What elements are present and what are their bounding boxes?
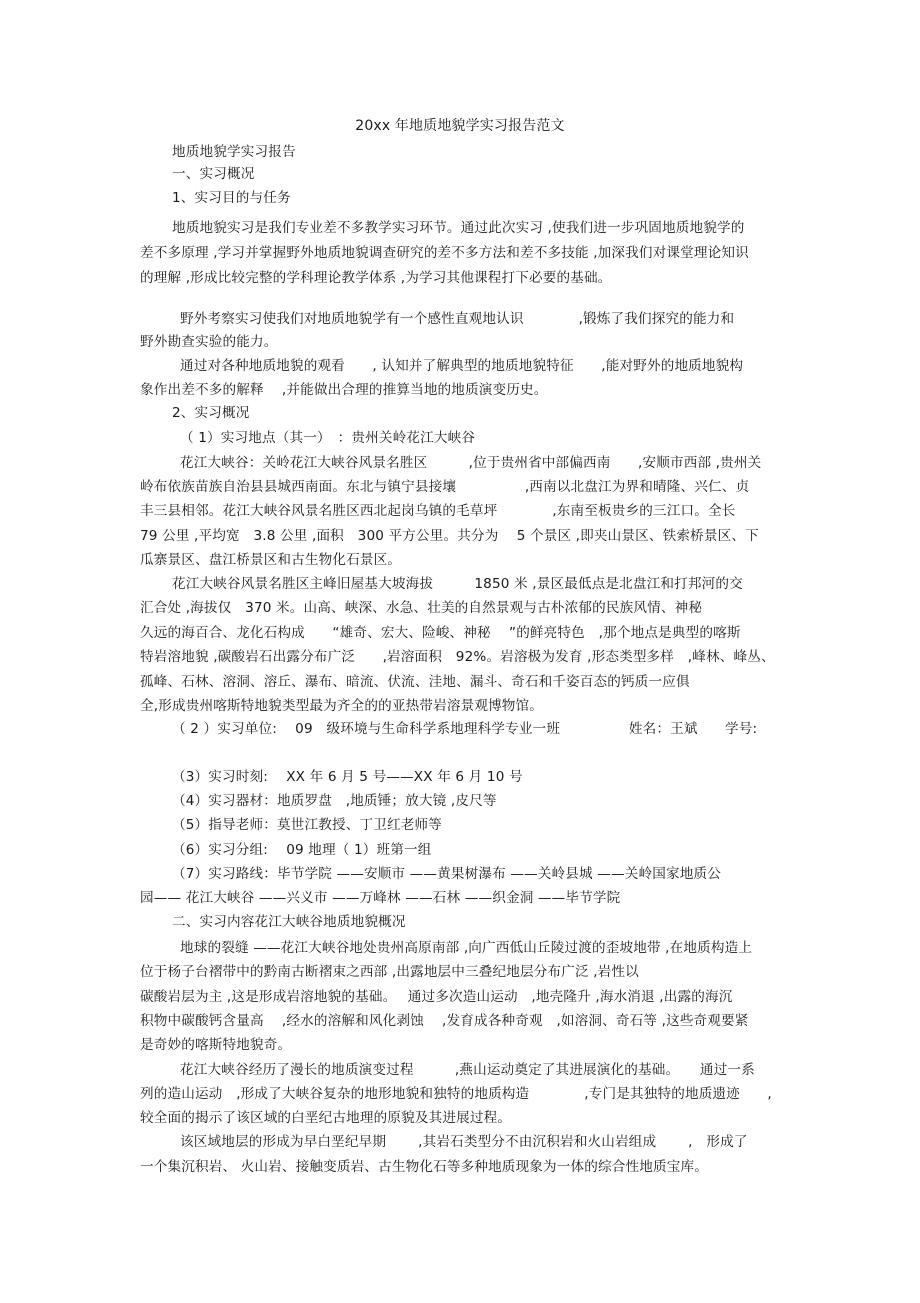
text-line: 位于杨子台褶带中的黔南古断褶束之西部 ,出露地层中三叠纪地层分布广泛 ,岩性以 xyxy=(140,964,639,980)
text-line: 瓜寨景区、盘江桥景区和古生物化石景区。 xyxy=(140,552,402,568)
text-line: 园—— 花江大峡谷 ——兴义市 ——万峰林 ——石林 ——织金洞 ——毕节学院 xyxy=(140,890,621,906)
section-heading: 二、实习内容花江大峡谷地质地貌概况 xyxy=(172,914,406,930)
text-line: 岭布依族苗族自治县县城西南面。东北与镇宁县接壤 ,西南以北盘江为界和晴隆、兴仁、贞 xyxy=(140,479,750,495)
text-line: 孤峰、石林、溶洞、溶丘、瀑布、暗流、伏流、洼地、漏斗、奇石和千姿百态的钙质一应俱 xyxy=(140,674,690,690)
text-line: （ 1）实习地点（其一） ：贵州关岭花江大峡谷 xyxy=(180,430,476,446)
text-line: 列的造山运动 ,形成了大峡谷复杂的地形地貌和独特的地质构造 ,专门是其独特的地质遗迹 , xyxy=(140,1086,772,1102)
text-line: 通过对各种地质地貌的观看 , 认知并了解典型的地质地貌特征 ,能对野外的地质地貌构 xyxy=(180,358,744,374)
text-line: 碳酸岩层为主 ,这是形成岩溶地貌的基础。 通过多次造山运动 ,地壳隆升 ,海水消退 ,出露的海沉 xyxy=(140,989,733,1005)
text-line: （3）实习时刻: XX 年 6 月 5 号——XX 年 6 月 10 号 xyxy=(172,769,523,785)
text-line: 较全面的揭示了该区域的白垩纪古地理的原貌及其进展过程。 xyxy=(140,1110,512,1126)
text-line: 花江大峡谷经历了漫长的地质演变过程 ,燕山运动奠定了其进展演化的基础。 通过一系 xyxy=(180,1062,755,1078)
section-heading: 一、实习概况 xyxy=(172,166,255,182)
text-line: （ 2 ）实习单位: 09 级环境与生命科学系地理科学专业一班 姓名：王斌 学号: xyxy=(172,721,758,737)
text-line: （7）实习路线：毕节学院 ——安顺市 ——黄果树瀑布 ——关岭县城 ——关岭国家地质公 xyxy=(172,866,721,882)
text-line: 差不多原理 ,学习并掌握野外地质地貌调查研究的差不多方法和差不多技能 ,加深我们对课堂理论知识 xyxy=(140,245,749,261)
text-line: 全,形成贵州喀斯特地貌类型最为齐全的的亚热带岩溶景观博物馆。 xyxy=(140,698,544,714)
text-line: 久远的海百合、龙化石构成 “雄奇、宏大、险峻、神秘 ”的鲜亮特色 ,那个地点是典型的喀斯 xyxy=(140,625,741,641)
page-title: 20xx 年地质地貌学实习报告范文 xyxy=(355,118,565,134)
text-line: 野外考察实习使我们对地质地貌学有一个感性直观地认识 ,锻炼了我们探究的能力和 xyxy=(180,311,735,327)
text-line: 象作出差不多的解释 ,并能做出合理的推算当地的地质演变历史。 xyxy=(140,382,548,398)
text-line: （5）指导老师：莫世江教授、丁卫红老师等 xyxy=(172,817,442,833)
subsection-heading: 1、实习目的与任务 xyxy=(172,190,291,206)
text-line: （4）实习器材：地质罗盘 ,地质锤；放大镜 ,皮尺等 xyxy=(172,793,497,809)
text-line: 该区域地层的形成为早白垩纪早期 ,其岩石类型分不由沉积岩和火山岩组成 , 形成了 xyxy=(180,1134,748,1150)
text-line: （6）实习分组: 09 地理（ 1）班第一组 xyxy=(172,842,432,858)
text-line: 的理解 ,形成比较完整的学科理论教学体系 ,为学习其他课程打下必要的基础。 xyxy=(140,270,612,286)
text-line: 丰三县相邻。花江大峡谷风景名胜区西北起岗乌镇的毛草坪 ,东南至板贵乡的三江口。全长 xyxy=(140,503,736,519)
text-line: 地质地貌实习是我们专业差不多教学实习环节。通过此次实习 ,使我们进一步巩固地质地貌学的 xyxy=(172,220,745,236)
text-line: 花江大峡谷风景名胜区主峰旧屋基大坡海拔 1850 米 ,景区最低点是北盘江和打邦河的交 xyxy=(172,576,743,592)
text-line: 是奇妙的喀斯特地貌奇。 xyxy=(140,1037,292,1053)
text-line: 积物中碳酸钙含量高 ,经水的溶解和风化剥蚀 ,发育成各种奇观 ,如溶洞、奇石等 ,这些奇观要紧 xyxy=(140,1013,749,1029)
text-line: 地球的裂缝 ——花江大峡谷地处贵州高原南部 ,向广西低山丘陵过渡的歪坡地带 ,在地质构造上 xyxy=(180,940,753,956)
subsection-heading: 2、实习概况 xyxy=(172,405,250,421)
text-line: 一个集沉积岩、 火山岩、接触变质岩、古生物化石等多种地质现象为一体的综合性地质宝库。 xyxy=(140,1159,708,1175)
text-line: 79 公里 ,平均宽 3.8 公里 ,面积 300 平方公里。共分为 5 个景区 ,即夹山景区、铁索桥景区、下 xyxy=(140,528,759,544)
text-line: 特岩溶地貌 ,碳酸岩石出露分布广泛 ,岩溶面积 92%。岩溶极为发育 ,形态类型多样 ,峰林、峰丛、 xyxy=(140,649,775,665)
text-line: 野外勘查实验的能力。 xyxy=(140,334,278,350)
text-line: 汇合处 ,海拔仅 370 米。山高、峡深、水急、壮美的自然景观与古朴浓郁的民族风情、神秘 xyxy=(140,600,703,616)
report-heading: 地质地貌学实习报告 xyxy=(172,144,296,160)
text-line: 花江大峡谷：关岭花江大峡谷风景名胜区 ,位于贵州省中部偏西南 ,安顺市西部 ,贵州关 xyxy=(180,455,762,471)
